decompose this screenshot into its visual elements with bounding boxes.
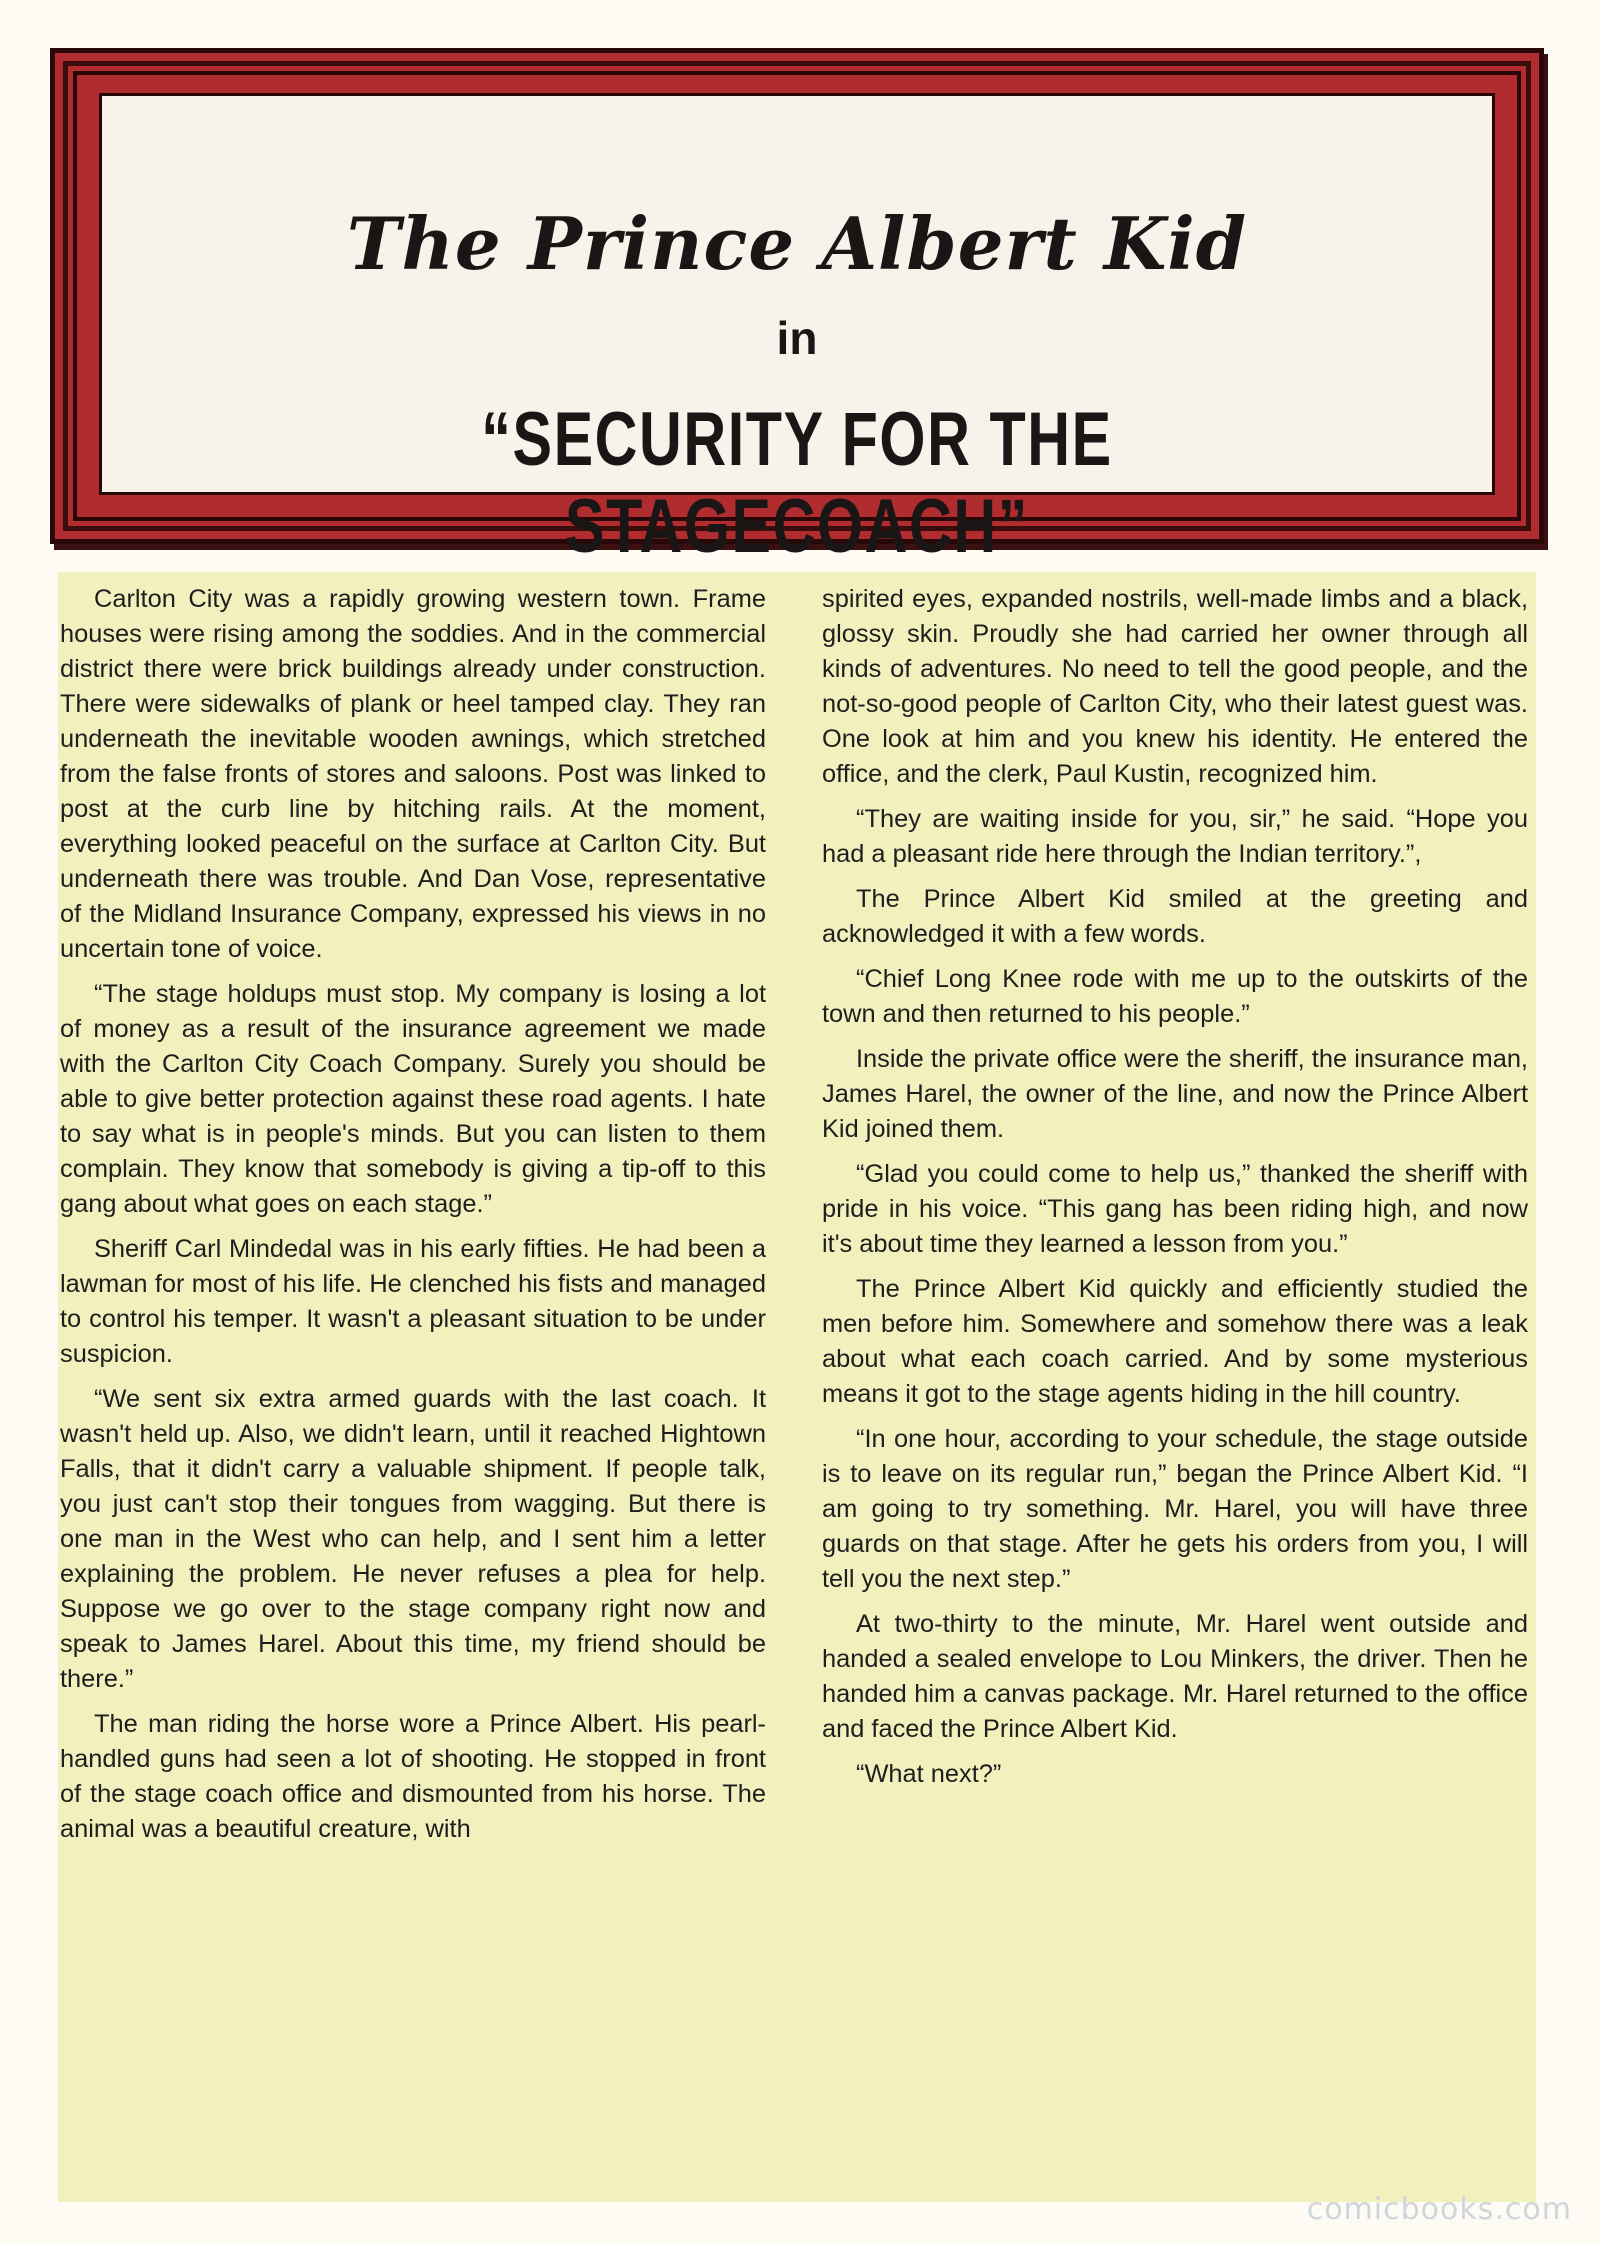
title-connector: in [776,312,818,364]
paragraph: “Chief Long Knee rode with me up to the outskirts of the town and then returned to his people.” [822,965,1528,1028]
paragraph: Sheriff Carl Mindedal was in his early fifties. He had been a lawman for most of his life. He clenched his fists and managed to control his temper. It wasn't a pleasant situation to be under suspicion. [60,1235,766,1368]
paragraph: Carlton City was a rapidly growing western town. Frame houses were rising among the soddies. And in the commercial district there were brick buildings already under construction. There were sidewalks of plank or heel tamped clay. They ran underneath the inevitable wooden awnings, which stretched from the false fronts of stores and saloons. Post was linked to post at the curb line by hitching rails. At the moment, everything looked peaceful on the surface at Carlton City. But underneath there was trouble. And Dan Vose, representative of the Midland Insurance Company, expressed his views in no uncertain tone of voice. [60,585,766,963]
paragraph: “We sent six extra armed guards with the last coach. It wasn't held up. Also, we didn't learn, until it reached Hightown Falls, that it didn't carry a valuable shipment. If people talk, you just can't stop their tongues from wagging. But there is one man in the West who can help, and I sent him a letter explaining the problem. He never refuses a plea for help. Suppose we go over to the stage company right now and speak to James Harel. About this time, my friend should be there.” [60,1385,766,1693]
left-column [60,582,766,1857]
paragraph: The man riding the horse wore a Prince Albert. His pearl-handled guns had seen a lot of shooting. He stopped in front of the stage coach office and dismounted from his horse. The animal was a beautiful creature, with [60,1710,766,1843]
paragraph: Inside the private office were the sheriff, the insurance man, James Harel, the owner of the line, and now the Prince Albert Kid joined them. [822,1045,1528,1143]
title-panel [99,93,1495,569]
paragraph: At two-thirty to the minute, Mr. Harel went outside and handed a sealed envelope to Lou Minkers, the driver. Then he handed him a canvas package. Mr. Harel returned to the office and faced the Prince Albert Kid. [822,1610,1528,1743]
paragraph: “Glad you could come to help us,” thanked the sheriff with pride in his voice. “This gang has been riding high, and now it's about time they learned a lesson from you.” [822,1160,1528,1258]
story-text-area [58,572,1536,2202]
series-title: The Prince Albert Kid [346,201,1248,286]
paragraph: The Prince Albert Kid quickly and efficiently studied the men before him. Somewhere and somehow there was a leak about what each coach carried. And by some mysterious means it got to the stage agents hiding in the hill country. [822,1275,1528,1408]
paragraph: “In one hour, according to your schedule, the stage outside is to leave on its regular run,” began the Prince Albert Kid. “I am going to try something. Mr. Harel, you will have three guards on that stage. After he gets his orders from you, I will tell you the next step.” [822,1425,1528,1593]
paragraph: “They are waiting inside for you, sir,” he said. “Hope you had a pleasant ride here through the Indian territory.”, [822,805,1528,868]
right-column [822,582,1528,1802]
paragraph-continued: spirited eyes, expanded nostrils, well-made limbs and a black, glossy skin. Proudly she had carried her owner through all kinds of adventures. No need to tell the good people, and the not-so-good people of Carlton City, who their latest guest was. One look at him and you knew his identity. He entered the office, and the clerk, Paul Kustin, recognized him. [822,585,1528,788]
paragraph: “What next?” [856,1760,1002,1788]
paragraph: The Prince Albert Kid smiled at the greeting and acknowledged it with a few words. [822,885,1528,948]
site-watermark: comicbooks.com [1306,2192,1572,2227]
paragraph: “The stage holdups must stop. My company is losing a lot of money as a result of the insurance agreement we made with the Carlton City Coach Company. Surely you should be able to give better protection against these road agents. I hate to say what is in people's minds. But you can listen to them complain. They know that somebody is giving a tip-off to this gang about what goes on each stage.” [60,980,766,1218]
title-banner [50,48,1544,569]
story-title: “SECURITY FOR THE STAGECOACH” [481,397,1113,569]
